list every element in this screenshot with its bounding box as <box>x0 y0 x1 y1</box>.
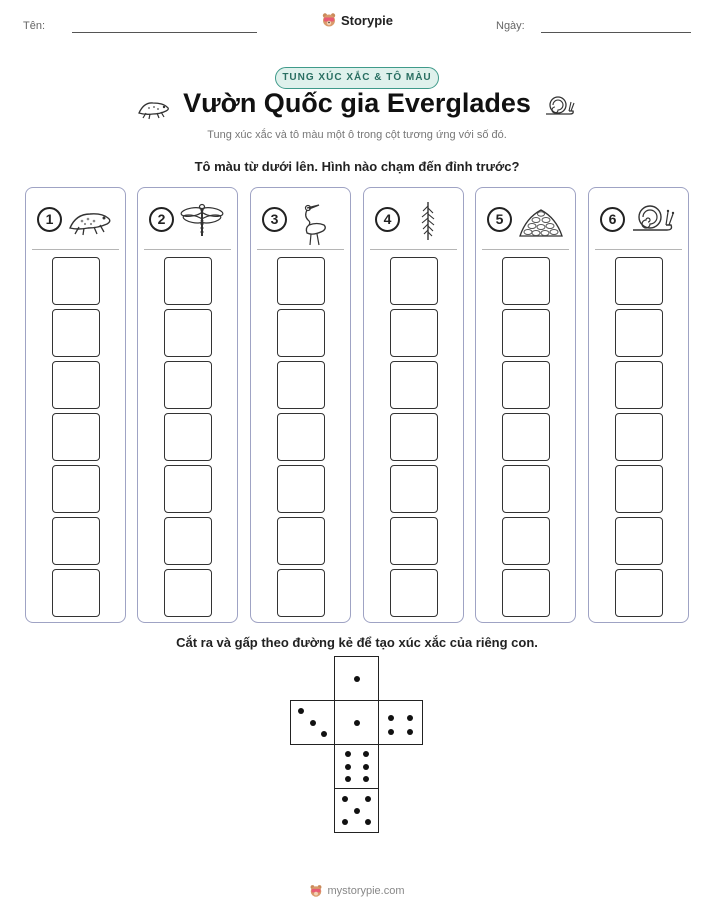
color-cell[interactable] <box>390 465 438 513</box>
die-pip <box>407 729 413 735</box>
color-cell[interactable] <box>52 257 100 305</box>
snail-icon <box>544 94 576 118</box>
color-cell[interactable] <box>390 569 438 617</box>
footer <box>0 884 714 903</box>
color-cell[interactable] <box>390 257 438 305</box>
cut-instruction: Cắt ra và gấp theo đường kẻ để tạo xúc xắc của riêng con. <box>176 635 538 650</box>
die-face <box>334 744 379 789</box>
color-cell[interactable] <box>277 569 325 617</box>
color-cell[interactable] <box>164 413 212 461</box>
color-cell[interactable] <box>52 413 100 461</box>
column-divider <box>257 249 344 250</box>
color-cell[interactable] <box>277 361 325 409</box>
dragonfly-icon <box>178 198 226 238</box>
color-cell[interactable] <box>502 257 550 305</box>
color-cell[interactable] <box>164 569 212 617</box>
oyster-mound-icon <box>516 198 566 240</box>
column-number: 1 <box>37 207 62 232</box>
page-title: Vườn Quốc gia Everglades <box>183 88 531 118</box>
column-5 <box>475 187 576 623</box>
column-number: 4 <box>375 207 400 232</box>
color-cell[interactable] <box>164 465 212 513</box>
column-4 <box>363 187 464 623</box>
column-divider <box>32 249 119 250</box>
column-header <box>251 188 350 248</box>
color-cell[interactable] <box>502 465 550 513</box>
column-header <box>138 188 237 248</box>
die-pip <box>345 764 351 770</box>
die-face <box>290 700 335 745</box>
color-cell[interactable] <box>390 361 438 409</box>
die-pip <box>388 729 394 735</box>
die-pip <box>365 819 371 825</box>
die-pip <box>363 764 369 770</box>
brand-name: Storypie <box>340 12 393 28</box>
coloring-instruction: Tô màu từ dưới lên. Hình nào chạm đến đỉnh trước? <box>194 159 520 174</box>
die-pip <box>354 720 360 726</box>
sawgrass-icon <box>404 198 452 242</box>
column-divider <box>595 249 682 250</box>
die-pip <box>354 808 360 814</box>
column-divider <box>144 249 231 250</box>
die-pip <box>298 708 304 714</box>
color-cell[interactable] <box>277 257 325 305</box>
die-pip <box>345 776 351 782</box>
color-cell[interactable] <box>502 413 550 461</box>
die-face <box>334 788 379 833</box>
color-cell[interactable] <box>615 309 663 357</box>
column-3 <box>250 187 351 623</box>
date-line <box>541 32 691 33</box>
brand-logo <box>0 12 714 33</box>
die-pip <box>310 720 316 726</box>
activity-tag: TUNG XÚC XẮC & TÔ MÀU <box>275 67 439 89</box>
column-number: 2 <box>149 207 174 232</box>
color-cell[interactable] <box>615 569 663 617</box>
die-pip <box>342 796 348 802</box>
die-pip <box>345 751 351 757</box>
subtitle: Tung xúc xắc và tô màu một ô trong cột tương ứng với số đó. <box>207 129 507 141</box>
salamander-icon <box>66 198 114 238</box>
color-cell[interactable] <box>615 517 663 565</box>
die-pip <box>388 715 394 721</box>
column-1 <box>25 187 126 623</box>
color-cell[interactable] <box>164 309 212 357</box>
color-cell[interactable] <box>390 517 438 565</box>
column-number: 6 <box>600 207 625 232</box>
column-header <box>589 188 688 248</box>
name-label: Tên: <box>23 20 46 32</box>
die-pip <box>354 676 360 682</box>
color-cell[interactable] <box>390 309 438 357</box>
column-6 <box>588 187 689 623</box>
color-cell[interactable] <box>502 361 550 409</box>
die-face <box>334 656 379 701</box>
color-cell[interactable] <box>164 257 212 305</box>
color-cell[interactable] <box>502 309 550 357</box>
column-header <box>364 188 463 248</box>
color-cell[interactable] <box>615 361 663 409</box>
color-cell[interactable] <box>52 517 100 565</box>
color-cell[interactable] <box>52 465 100 513</box>
color-cell[interactable] <box>277 465 325 513</box>
column-number: 5 <box>487 207 512 232</box>
die-pip <box>363 776 369 782</box>
die-pip <box>365 796 371 802</box>
column-2 <box>137 187 238 623</box>
snail-icon <box>629 198 677 238</box>
date-label: Ngày: <box>496 20 525 32</box>
column-header <box>26 188 125 248</box>
color-cell[interactable] <box>615 465 663 513</box>
bear-mascot-icon <box>321 12 337 28</box>
color-cell[interactable] <box>277 309 325 357</box>
color-cell[interactable] <box>52 361 100 409</box>
column-divider <box>370 249 457 250</box>
heron-icon <box>291 198 339 246</box>
die-pip <box>342 819 348 825</box>
footer-url: mystorypie.com <box>327 885 405 897</box>
column-divider <box>482 249 569 250</box>
die-face <box>378 700 423 745</box>
color-cell[interactable] <box>277 517 325 565</box>
color-cell[interactable] <box>615 413 663 461</box>
color-cell[interactable] <box>390 413 438 461</box>
color-cell[interactable] <box>164 517 212 565</box>
color-cell[interactable] <box>502 569 550 617</box>
color-cell[interactable] <box>277 413 325 461</box>
die-pip <box>321 731 327 737</box>
column-number: 3 <box>262 207 287 232</box>
die-face <box>334 700 379 745</box>
die-pip <box>407 715 413 721</box>
color-cell[interactable] <box>502 517 550 565</box>
color-cell[interactable] <box>52 309 100 357</box>
color-cell[interactable] <box>52 569 100 617</box>
die-pip <box>363 751 369 757</box>
color-cell[interactable] <box>164 361 212 409</box>
bear-mascot-icon <box>309 884 323 898</box>
column-header <box>476 188 575 248</box>
color-cell[interactable] <box>615 257 663 305</box>
